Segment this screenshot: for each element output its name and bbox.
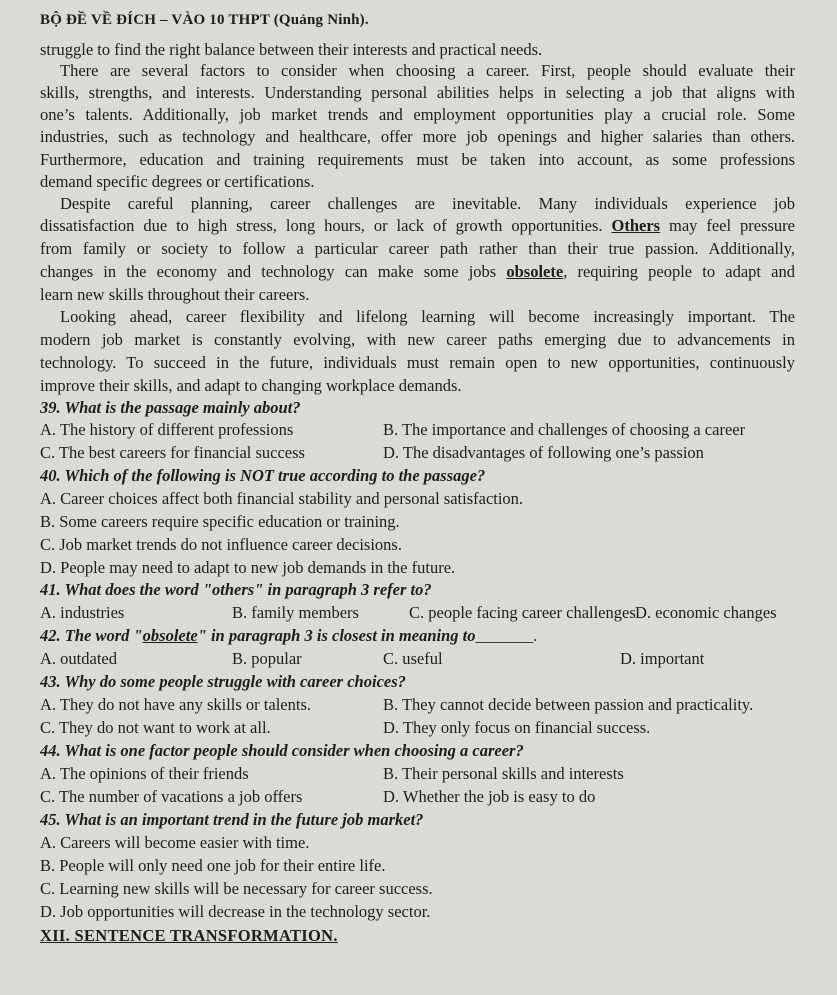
passage-line: technology. To succeed in the future, individuals must remain open to new opportunities, continuously: [40, 353, 795, 372]
option-a: A. The history of different professions: [40, 420, 294, 439]
question-44: 44. What is one factor people should consider when choosing a career?: [40, 741, 524, 760]
option-b: B. family members: [232, 603, 359, 622]
option-b: B. They cannot decide between passion and practicality.: [383, 695, 754, 714]
option-a: A. outdated: [40, 649, 117, 668]
passage-line: industries, such as technology and healthcare, offer more job openings and higher salaries than others.: [40, 127, 795, 146]
option-b: B. Some careers require specific education or training.: [40, 512, 400, 531]
passage-line: skills, strengths, and interests. Understanding personal abilities helps in selecting a job that aligns with: [40, 83, 795, 102]
option-b: B. popular: [232, 649, 302, 668]
option-d: D. important: [620, 649, 705, 668]
option-b: B. Their personal skills and interests: [383, 764, 624, 783]
section-heading: XII. SENTENCE TRANSFORMATION.: [40, 926, 338, 945]
option-d: D. Job opportunities will decrease in the technology sector.: [40, 902, 431, 921]
option-a: A. They do not have any skills or talents.: [40, 695, 311, 714]
option-d: D. They only focus on financial success.: [383, 718, 651, 737]
option-d: D. People may need to adapt to new job demands in the future.: [40, 558, 456, 577]
option-c: C. The number of vacations a job offers: [40, 787, 303, 806]
option-d: D. Whether the job is easy to do: [383, 787, 596, 806]
option-a: A. industries: [40, 603, 125, 622]
passage-line: one’s talents. Additionally, job market trends and employment opportunities play a crucial role. Some: [40, 105, 795, 124]
underlined-word-others: Others: [611, 216, 661, 235]
question-42: 42. The word "obsolete" in paragraph 3 is closest in meaning to_______.: [40, 626, 538, 645]
passage-line: improve their skills, and adapt to changing workplace demands.: [40, 376, 462, 395]
underlined-word-obsolete: obsolete: [506, 262, 564, 281]
question-45: 45. What is an important trend in the future job market?: [40, 810, 424, 829]
option-b: B. People will only need one job for their entire life.: [40, 856, 386, 875]
passage-line: changes in the economy and technology can make some jobs obsolete, requiring people to adapt and: [40, 262, 796, 281]
option-c: C. The best careers for financial success: [40, 443, 305, 462]
question-43: 43. Why do some people struggle with career choices?: [40, 672, 406, 691]
passage-line: demand specific degrees or certifications.: [40, 172, 315, 191]
passage-line: There are several factors to consider when choosing a career. First, people should evaluate their: [60, 61, 795, 80]
question-39: 39. What is the passage mainly about?: [40, 398, 301, 417]
option-c: C. Job market trends do not influence career decisions.: [40, 535, 402, 554]
option-c: C. They do not want to work at all.: [40, 718, 271, 737]
option-c: C. useful: [383, 649, 443, 668]
option-d: D. The disadvantages of following one’s passion: [383, 443, 704, 462]
question-40: 40. Which of the following is NOT true according to the passage?: [40, 466, 486, 485]
option-a: A. The opinions of their friends: [40, 764, 249, 783]
passage-line: struggle to find the right balance between their interests and practical needs.: [40, 40, 543, 59]
question-41: 41. What does the word "others" in paragraph 3 refer to?: [40, 580, 432, 599]
passage-line: from family or society to follow a particular career path rather than their true passion. Additionally,: [40, 239, 795, 258]
option-b: B. The importance and challenges of choosing a career: [383, 420, 746, 439]
option-d: D. economic changes: [635, 603, 777, 622]
passage-line: Looking ahead, career flexibility and lifelong learning will become increasingly important. The: [60, 307, 795, 326]
passage-line: Despite careful planning, career challenges are inevitable. Many individuals experience job: [60, 194, 795, 213]
passage-line: learn new skills throughout their careers.: [40, 285, 310, 304]
option-c: C. people facing career challenges: [409, 603, 636, 622]
passage-line: modern job market is constantly evolving, with new career paths emerging due to advancements in: [40, 330, 795, 349]
page-header: BỘ ĐỀ VỀ ĐÍCH – VÀO 10 THPT (Quảng Ninh).: [40, 12, 369, 28]
option-c: C. Learning new skills will be necessary for career success.: [40, 879, 433, 898]
option-a: A. Careers will become easier with time.: [40, 833, 310, 852]
option-a: A. Career choices affect both financial stability and personal satisfaction.: [40, 489, 524, 508]
passage-line: dissatisfaction due to high stress, long hours, or lack of growth opportunities. Others may feel pressure: [40, 216, 795, 235]
passage-line: Furthermore, education and training requirements must be taken into account, as some professions: [40, 150, 795, 169]
